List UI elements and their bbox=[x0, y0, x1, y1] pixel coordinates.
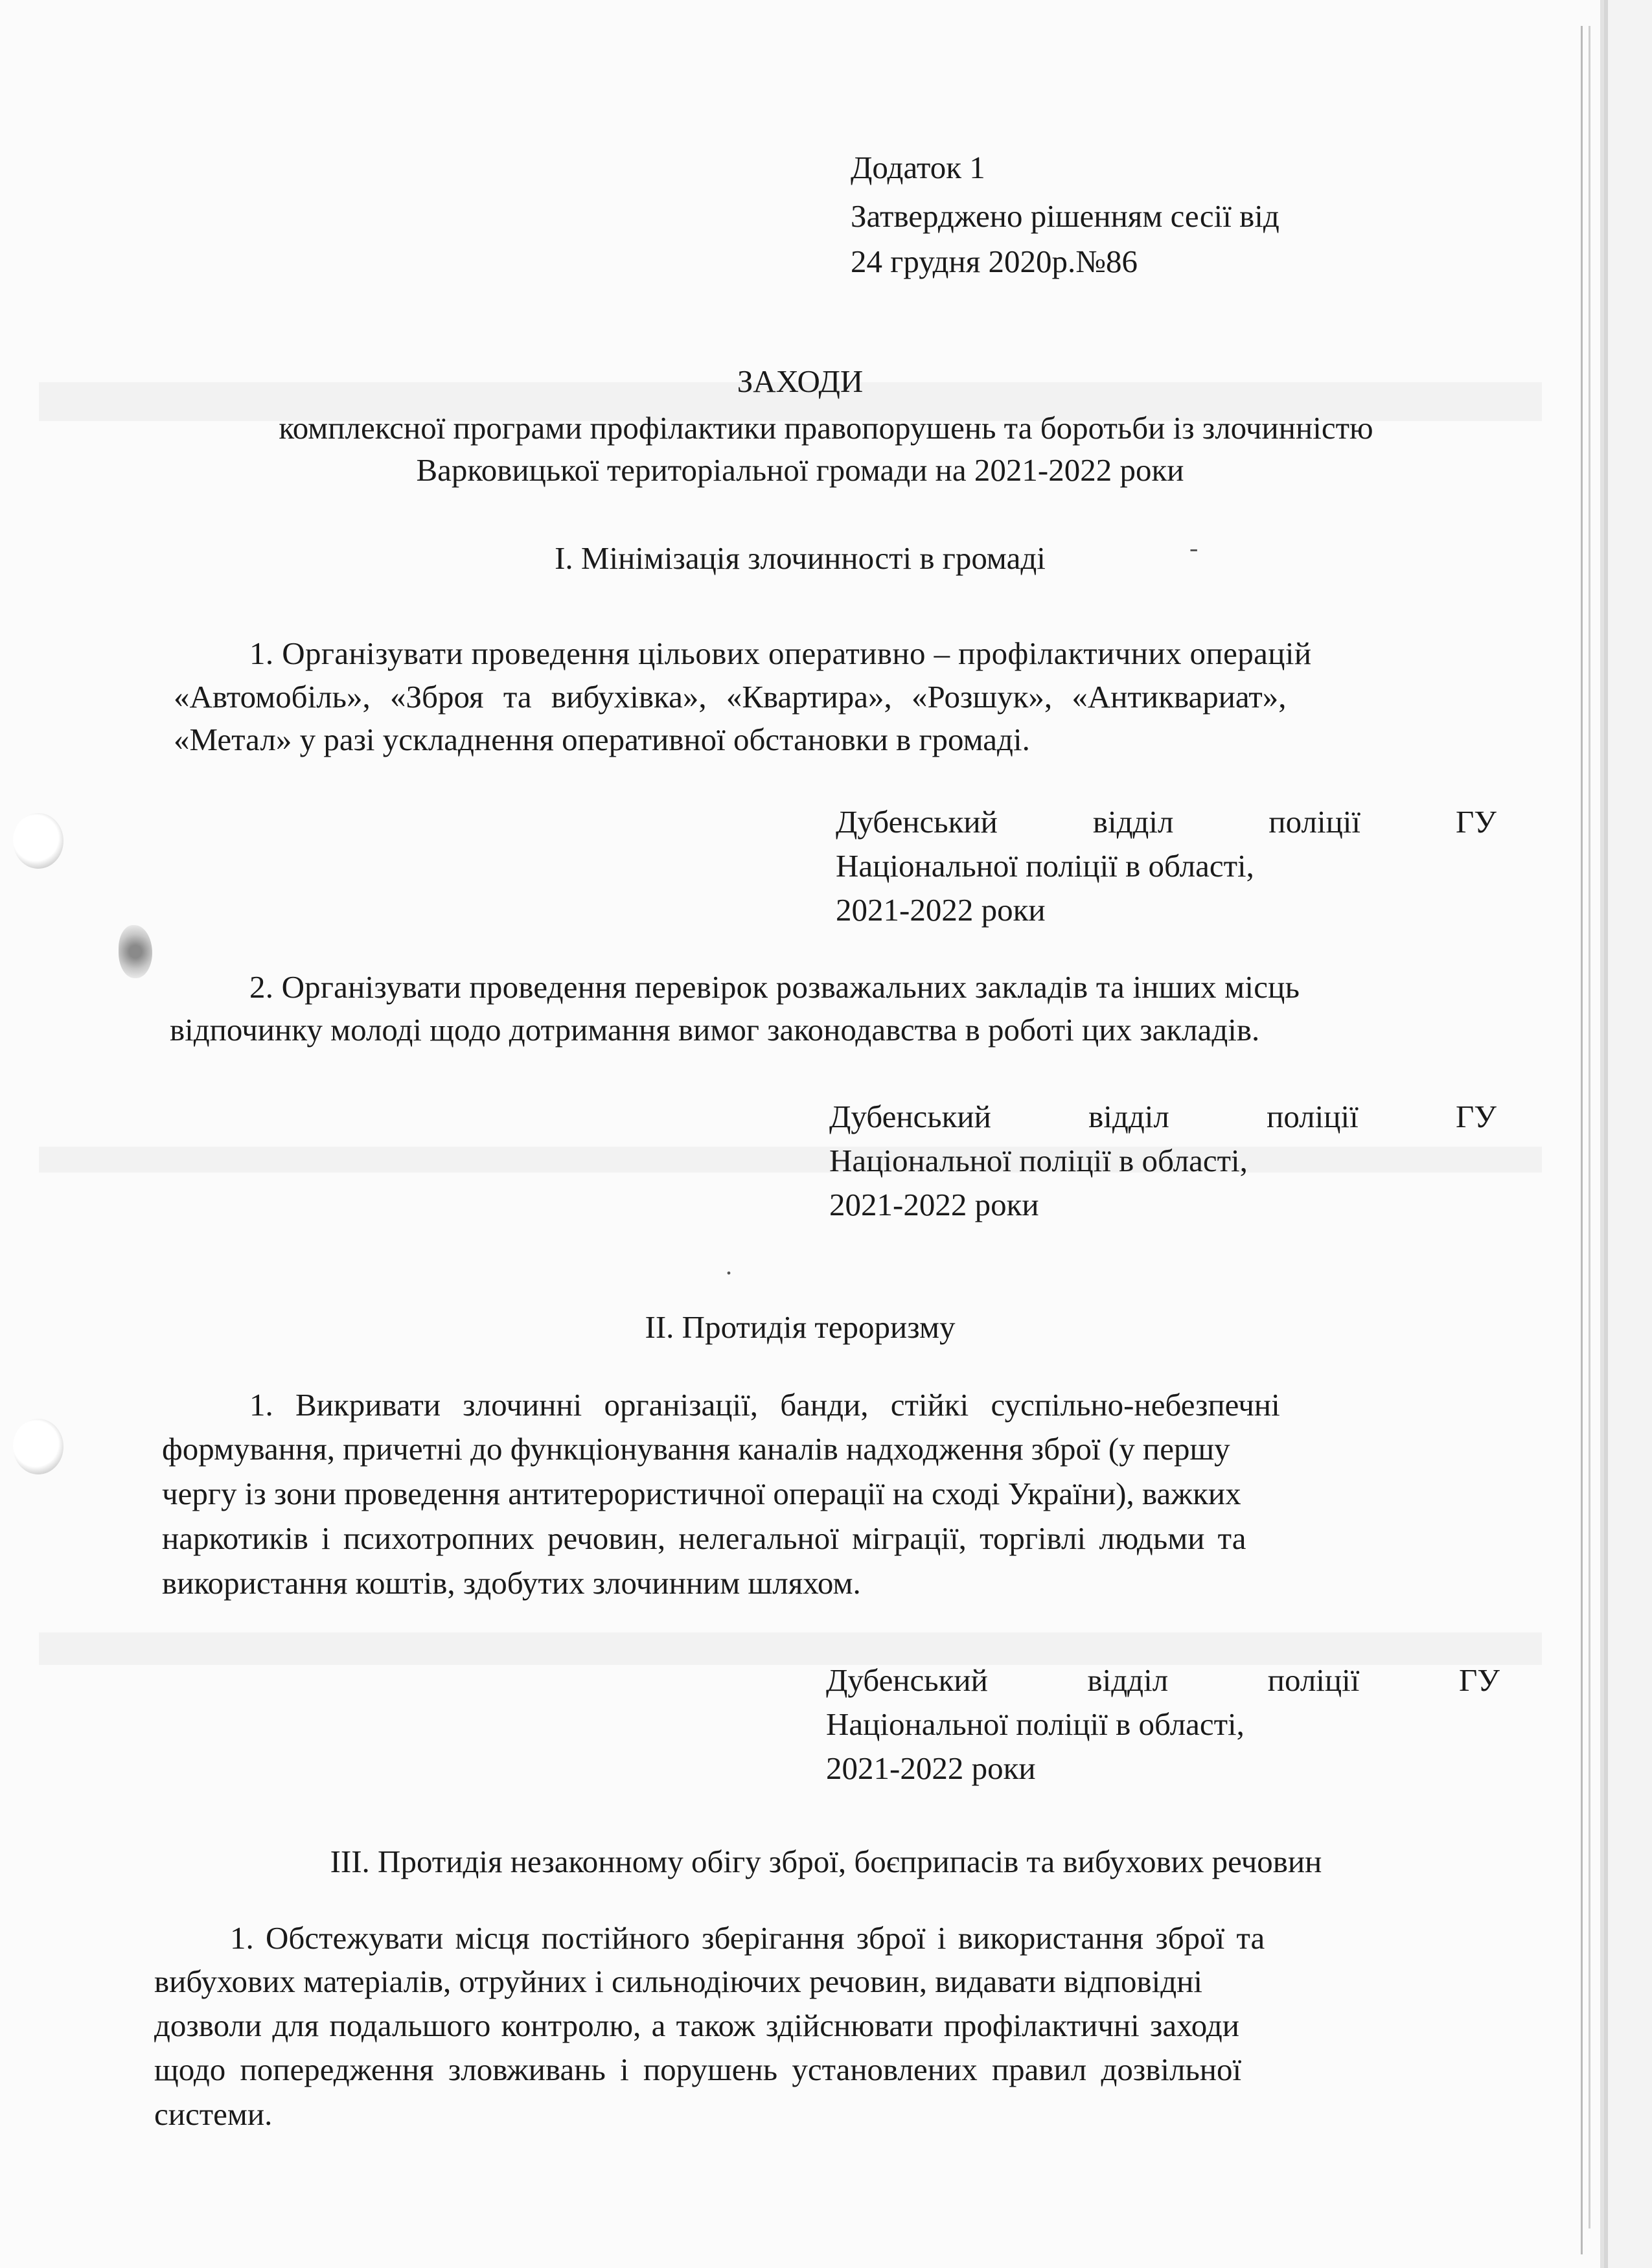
page-edge bbox=[1589, 26, 1590, 2228]
document-title: ЗАХОДИ bbox=[737, 363, 864, 399]
item-line: формування, причетні до функціонування каналів надходження зброї (у першу bbox=[162, 1431, 1230, 1467]
responsible-line-1 bbox=[836, 800, 1497, 844]
title-line-2: Варковицької територіальної громади на 2021-2022 роки bbox=[416, 452, 1184, 488]
punch-hole bbox=[13, 813, 63, 869]
item-line: чергу із зони проведення антитерористичної операції на сході України), важких bbox=[162, 1476, 1241, 1511]
approval-date: 24 грудня 2020р.№86 bbox=[851, 244, 1138, 279]
responsible-line-2: Національної поліції в області, bbox=[826, 1706, 1245, 1742]
appendix-label: Додаток 1 bbox=[851, 150, 985, 185]
responsible-word: ГУ bbox=[1458, 1662, 1500, 1698]
responsible-word: ГУ bbox=[1455, 804, 1497, 840]
pen-mark: - bbox=[1189, 533, 1199, 562]
punch-hole bbox=[13, 1419, 63, 1474]
item-line: «Автомобіль», «Зброя та вибухівка», «Квартира», «Розшук», «Антиквариат», bbox=[174, 679, 1287, 715]
item-line: 1. Організувати проведення цільових оперативно – профілактичних операцій bbox=[249, 636, 1312, 671]
responsible-line-1 bbox=[826, 1658, 1500, 1702]
item-line: наркотиків і психотропних речовин, нелегальної міграції, торгівлі людьми та bbox=[162, 1520, 1246, 1556]
responsible-word: Дубенський bbox=[826, 1662, 988, 1698]
section-heading: I. Мінімізація злочинності в громаді bbox=[555, 540, 1046, 576]
item-line: використання коштів, здобутих злочинним шляхом. bbox=[162, 1565, 861, 1601]
approval-line: Затверджено рішенням сесії від bbox=[851, 198, 1279, 234]
item-line: 1. Обстежувати місця постійного зберігання зброї і використання зброї та bbox=[230, 1920, 1265, 1956]
responsible-block bbox=[829, 1095, 1497, 1227]
item-line: системи. bbox=[154, 2096, 273, 2132]
pen-mark: . bbox=[726, 1251, 732, 1280]
title-line-1: комплексної програми профілактики правопорушень та боротьби із злочинністю bbox=[279, 410, 1373, 446]
responsible-word: відділ bbox=[1088, 1099, 1169, 1134]
responsible-word: Дубенський bbox=[829, 1099, 991, 1134]
responsible-line-1 bbox=[829, 1095, 1497, 1139]
ink-blot bbox=[119, 925, 152, 978]
item-line: дозволи для подальшого контролю, а також здійснювати профілактичні заходи bbox=[154, 2008, 1240, 2043]
responsible-word: Дубенський bbox=[836, 804, 998, 840]
responsible-line-2: Національної поліції в області, bbox=[836, 848, 1254, 884]
item-line: 1. Викривати злочинні організації, банди, стійкі суспільно-небезпечні bbox=[249, 1387, 1280, 1423]
responsible-period: 2021-2022 роки bbox=[836, 892, 1046, 928]
responsible-block bbox=[826, 1658, 1500, 1791]
responsible-line-2: Національної поліції в області, bbox=[829, 1143, 1248, 1178]
section-heading: III. Протидія незаконному обігу зброї, боєприпасів та вибухових речовин bbox=[330, 1844, 1322, 1879]
responsible-word: ГУ bbox=[1455, 1099, 1497, 1134]
section-heading: II. Протидія тероризму bbox=[645, 1309, 956, 1345]
responsible-word: поліції bbox=[1267, 1662, 1360, 1698]
responsible-word: поліції bbox=[1267, 1099, 1359, 1134]
item-line: «Метал» у разі ускладнення оперативної обстановки в громаді. bbox=[174, 722, 1030, 757]
item-line: вибухових матеріалів, отруйних і сильнодіючих речовин, видавати відповідні bbox=[154, 1964, 1203, 1999]
responsible-word: відділ bbox=[1087, 1662, 1169, 1698]
responsible-block bbox=[836, 800, 1497, 932]
item-line: щодо попередження зловживань і порушень установлених правил дозвільної bbox=[154, 2052, 1242, 2087]
responsible-period: 2021-2022 роки bbox=[829, 1187, 1039, 1222]
item-line: 2. Організувати проведення перевірок розважальних закладів та інших місць bbox=[249, 969, 1300, 1005]
responsible-word: поліції bbox=[1268, 804, 1361, 840]
responsible-period: 2021-2022 роки bbox=[826, 1750, 1036, 1786]
item-line: відпочинку молоді щодо дотримання вимог законодавства в роботі цих закладів. bbox=[170, 1012, 1260, 1048]
responsible-word: відділ bbox=[1092, 804, 1174, 840]
